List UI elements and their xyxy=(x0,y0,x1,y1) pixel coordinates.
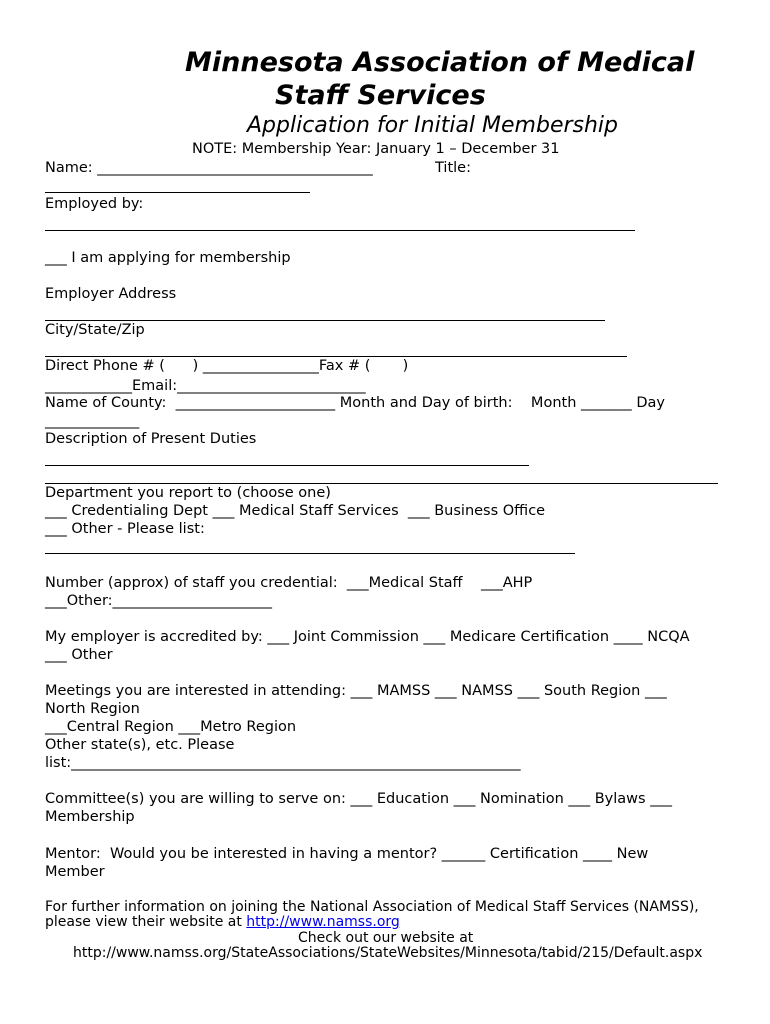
applying-checkbox-line[interactable]: ___ I am applying for membership xyxy=(45,250,291,266)
accreditation-line: My employer is accredited by: ___ Joint Commission ___ Medicare Certification ____ NCQA xyxy=(45,629,690,645)
namss-info-line-2 xyxy=(45,914,400,930)
day-blank: _____________ xyxy=(45,413,140,429)
namss-website-link[interactable]: http://www.namss.org xyxy=(246,914,400,930)
meetings-line-2: North Region xyxy=(45,701,140,717)
accreditation-other: ___ Other xyxy=(45,647,113,663)
phone-fax-line: Direct Phone # ( ) ________________Fax # ( ) xyxy=(45,358,409,374)
meetings-line-4: Other state(s), etc. Please xyxy=(45,737,235,753)
title-field-label: Title: xyxy=(435,160,471,176)
name-field-line: Name: ______________________________________ xyxy=(45,160,373,176)
meetings-line-3: ___Central Region ___Metro Region xyxy=(45,719,297,735)
title-field-blank[interactable] xyxy=(45,192,310,193)
staff-credential-line: Number (approx) of staff you credential: ___Medical Staff ___AHP xyxy=(45,575,533,591)
committee-line-1: Committee(s) you are willing to serve on: ___ Education ___ Nomination ___ Bylaws ___ xyxy=(45,791,672,807)
namss-info-prefix: please view their website at xyxy=(45,914,247,930)
mentor-line-2: Member xyxy=(45,864,105,880)
document-title-line1: Minnesota Association of Medical xyxy=(185,47,695,78)
committee-line-2: Membership xyxy=(45,809,135,825)
department-other-blank[interactable] xyxy=(45,553,575,554)
meetings-list-line: list:______________________________________________________________ xyxy=(45,755,521,771)
document-title-line2: Staff Services xyxy=(275,80,486,111)
department-options[interactable]: ___ Credentialing Dept ___ Medical Staff Services ___ Business Office xyxy=(45,503,546,519)
employer-address-label: Employer Address xyxy=(45,286,177,302)
staff-other-line: ___Other:______________________ xyxy=(45,593,273,609)
city-state-zip-label: City/State/Zip xyxy=(45,322,145,338)
employed-by-blank[interactable] xyxy=(45,230,635,231)
document-subtitle: Application for Initial Membership xyxy=(247,113,619,138)
department-label: Department you report to (choose one) xyxy=(45,485,331,501)
department-other[interactable]: ___ Other - Please list: xyxy=(45,521,205,537)
duties-blank-1[interactable] xyxy=(45,465,529,466)
employed-by-label: Employed by: xyxy=(45,196,144,212)
meetings-line-1: Meetings you are interested in attending: ___ MAMSS ___ NAMSS ___ South Region ___ xyxy=(45,683,667,699)
namss-info-line-1: For further information on joining the National Association of Medical Staff Services (NAMSS), xyxy=(45,899,699,915)
duties-label: Description of Present Duties xyxy=(45,431,257,447)
email-line: ____________Email:__________________________ xyxy=(45,378,366,394)
mn-website-url: http://www.namss.org/StateAssociations/StateWebsites/Minnesota/tabid/215/Default.aspx xyxy=(73,945,703,961)
check-out-website: Check out our website at xyxy=(298,930,474,946)
membership-year-note: NOTE: Membership Year: January 1 – December 31 xyxy=(192,141,560,157)
county-birthday-line: Name of County: ______________________ Month and Day of birth: Month _______ Day xyxy=(45,395,665,411)
mentor-line-1: Mentor: Would you be interested in having a mentor? ______ Certification ____ New xyxy=(45,846,649,862)
